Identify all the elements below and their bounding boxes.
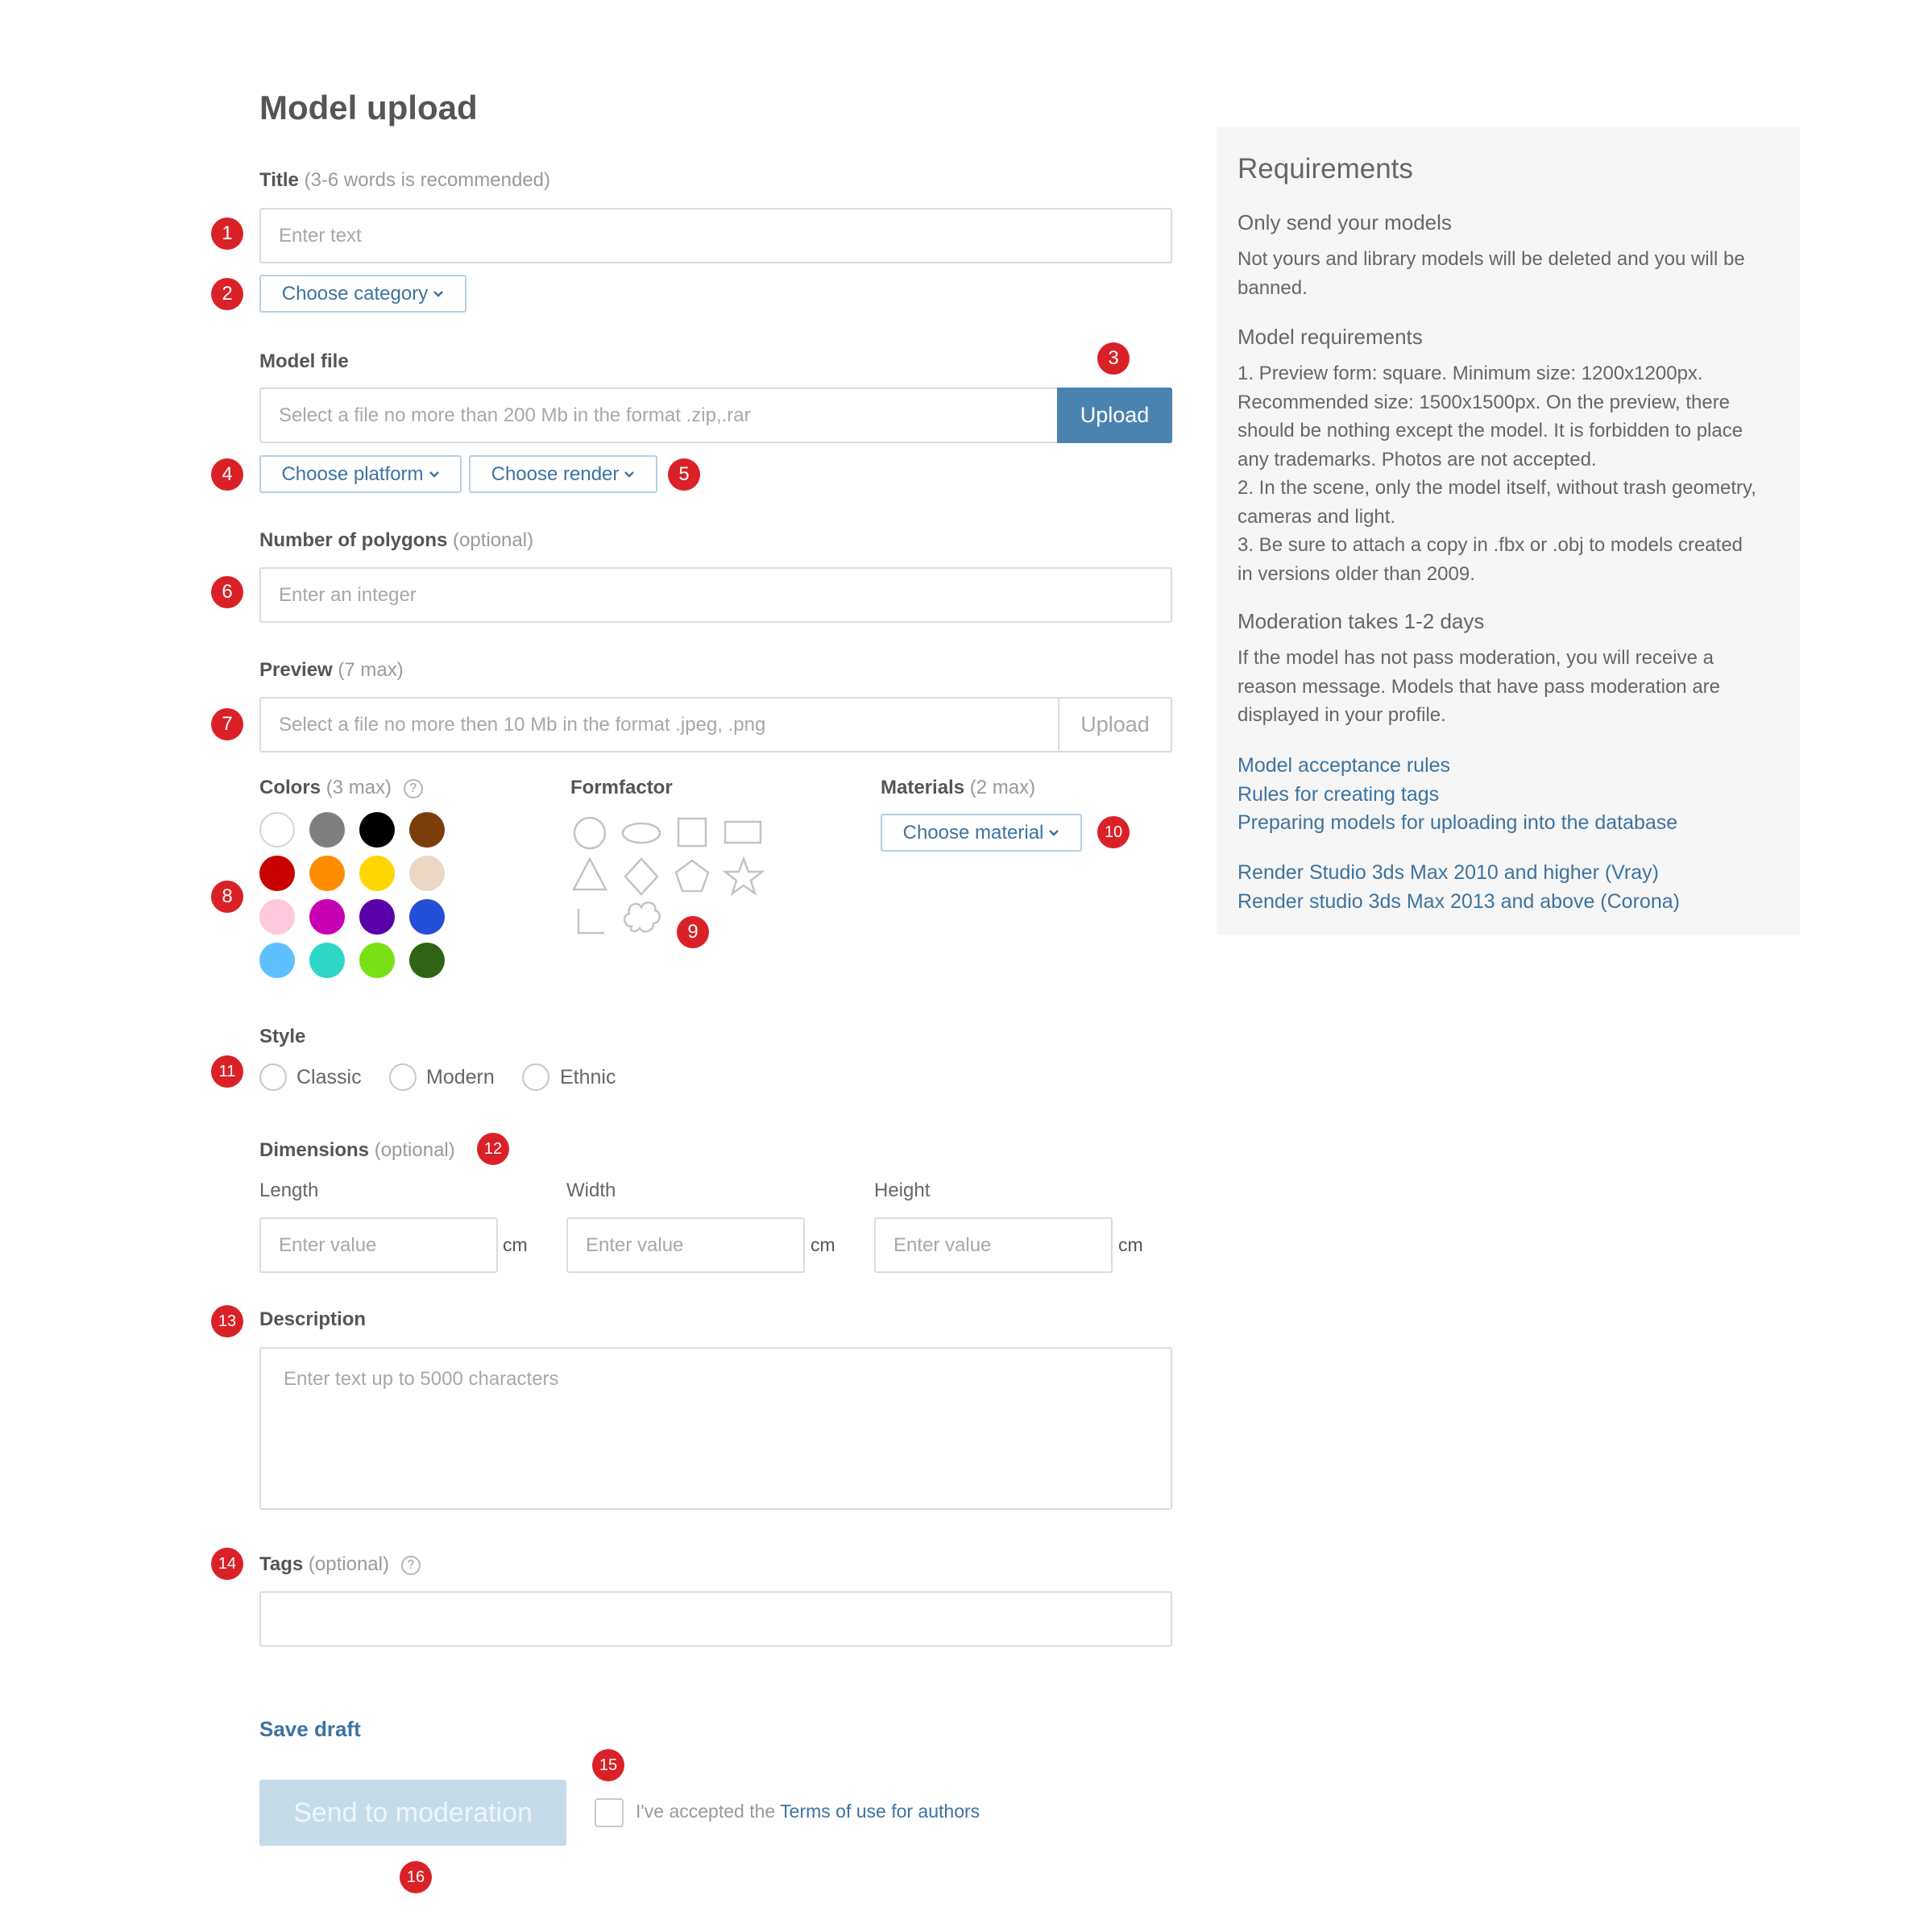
color-swatch[interactable] bbox=[359, 899, 395, 935]
chevron-down-icon bbox=[624, 471, 635, 479]
req-line: Not yours and library models will be deleted and you will be bbox=[1238, 248, 1745, 270]
model-file-label: Model file bbox=[259, 350, 349, 372]
category-dropdown-label: Choose category bbox=[281, 282, 429, 305]
tags-input[interactable] bbox=[259, 1591, 1172, 1647]
width-input[interactable] bbox=[566, 1217, 805, 1273]
req-line: 3. Be sure to attach a copy in .fbx or .obj to models created bbox=[1238, 534, 1743, 556]
annotation-badge-12: 12 bbox=[477, 1133, 509, 1165]
tags-label-text: Tags bbox=[259, 1553, 304, 1575]
preview-upload-button[interactable]: Upload bbox=[1058, 697, 1172, 752]
style-label: Style bbox=[259, 1026, 306, 1047]
width-unit: cm bbox=[811, 1234, 835, 1255]
render-dropdown-label: Choose render bbox=[491, 462, 620, 485]
triangle-icon[interactable] bbox=[574, 859, 606, 889]
description-placeholder: Enter text up to 5000 characters bbox=[284, 1368, 559, 1390]
color-swatch[interactable] bbox=[409, 899, 445, 935]
pentagon-icon[interactable] bbox=[676, 860, 708, 891]
terms-link[interactable]: Terms of use for authors bbox=[780, 1801, 981, 1822]
annotation-badge-11: 11 bbox=[211, 1055, 243, 1088]
polygons-label bbox=[259, 529, 533, 552]
annotation-badge-8: 8 bbox=[211, 881, 243, 913]
req-line: banned. bbox=[1238, 276, 1308, 299]
chevron-down-icon bbox=[1048, 829, 1059, 837]
dimensions-label bbox=[259, 1139, 455, 1162]
req-line: If the model has not pass moderation, you will receive a bbox=[1238, 647, 1714, 669]
annotation-badge-14: 14 bbox=[211, 1548, 243, 1580]
materials-hint: (2 max) bbox=[969, 777, 1036, 798]
requirements-section2-text bbox=[1238, 359, 1756, 588]
color-swatch[interactable] bbox=[259, 812, 295, 848]
description-label: Description bbox=[259, 1308, 367, 1330]
formfactor-label: Formfactor bbox=[570, 777, 673, 798]
annotation-badge-4: 4 bbox=[211, 458, 243, 491]
platform-dropdown-label: Choose platform bbox=[281, 462, 424, 485]
style-radio-ethnic[interactable] bbox=[522, 1063, 549, 1091]
link-model-acceptance-rules[interactable]: Model acceptance rules bbox=[1238, 754, 1451, 777]
preview-hint: (7 max) bbox=[338, 659, 404, 681]
height-unit: cm bbox=[1118, 1234, 1143, 1255]
style-radio-classic[interactable] bbox=[259, 1063, 287, 1091]
annotation-badge-7: 7 bbox=[211, 708, 243, 740]
dimensions-label-text: Dimensions bbox=[259, 1139, 370, 1161]
color-swatch[interactable] bbox=[309, 856, 345, 891]
polygons-label-text: Number of polygons bbox=[259, 529, 448, 551]
requirements-links bbox=[1238, 752, 1677, 838]
annotation-badge-2: 2 bbox=[211, 278, 243, 310]
annotation-badge-5: 5 bbox=[668, 458, 700, 491]
circle-icon[interactable] bbox=[574, 818, 605, 848]
title-label-text: Title bbox=[259, 169, 299, 191]
model-file-input[interactable] bbox=[259, 388, 1059, 443]
render-dropdown[interactable] bbox=[469, 455, 657, 493]
terms-prefix: I've accepted the bbox=[636, 1801, 781, 1822]
length-unit: cm bbox=[503, 1234, 528, 1255]
tags-label bbox=[259, 1553, 421, 1576]
formfactor-shapes bbox=[570, 814, 772, 951]
page-title: Model upload bbox=[259, 89, 478, 126]
square-icon[interactable] bbox=[678, 819, 706, 846]
requirements-panel bbox=[1217, 127, 1800, 935]
style-radio-modern[interactable] bbox=[389, 1063, 417, 1091]
requirements-title: Requirements bbox=[1238, 153, 1413, 184]
question-icon[interactable]: ? bbox=[401, 1556, 421, 1575]
color-swatch[interactable] bbox=[359, 943, 395, 978]
polygons-hint: (optional) bbox=[453, 529, 534, 551]
annotation-badge-3: 3 bbox=[1097, 342, 1130, 375]
model-file-upload-button[interactable]: Upload bbox=[1057, 388, 1172, 443]
terms-checkbox[interactable] bbox=[595, 1798, 624, 1827]
link-preparing-models[interactable]: Preparing models for uploading into the database bbox=[1238, 811, 1678, 834]
height-label: Height bbox=[874, 1180, 931, 1201]
category-dropdown[interactable] bbox=[259, 275, 466, 313]
req-line: 2. In the scene, only the model itself, without trash geometry, bbox=[1238, 477, 1756, 499]
star-icon[interactable] bbox=[725, 859, 762, 893]
color-swatch[interactable] bbox=[309, 899, 345, 935]
description-textarea[interactable] bbox=[259, 1347, 1172, 1510]
req-line: should be nothing except the model. It is forbidden to place bbox=[1238, 420, 1743, 442]
length-label: Length bbox=[259, 1180, 319, 1201]
style-option-modern: Modern bbox=[426, 1066, 495, 1088]
link-render-studio-corona[interactable]: Render studio 3ds Max 2013 and above (Corona) bbox=[1238, 889, 1680, 913]
requirements-section1-text bbox=[1238, 245, 1745, 302]
material-dropdown-label: Choose material bbox=[902, 821, 1044, 844]
requirements-section3-text bbox=[1238, 644, 1720, 730]
chevron-down-icon bbox=[433, 290, 444, 298]
title-hint: (3-6 words is recommended) bbox=[304, 169, 551, 191]
color-swatch[interactable] bbox=[309, 812, 345, 848]
color-swatch[interactable] bbox=[259, 899, 295, 935]
color-swatch[interactable] bbox=[409, 856, 445, 891]
material-dropdown[interactable] bbox=[881, 814, 1082, 852]
req-line: in versions older than 2009. bbox=[1238, 562, 1475, 585]
length-input[interactable] bbox=[259, 1217, 498, 1273]
style-option-ethnic: Ethnic bbox=[560, 1066, 616, 1088]
question-icon[interactable]: ? bbox=[404, 779, 423, 798]
length-placeholder: Enter value bbox=[279, 1233, 377, 1256]
width-label: Width bbox=[566, 1180, 616, 1201]
annotation-badge-16: 16 bbox=[400, 1861, 432, 1893]
req-line: reason message. Models that have pass moderation are bbox=[1238, 675, 1721, 698]
materials-label-text: Materials bbox=[881, 777, 965, 798]
requirements-section3-title: Moderation takes 1-2 days bbox=[1238, 609, 1485, 633]
requirements-section2-title: Model requirements bbox=[1238, 325, 1423, 349]
colors-hint: (3 max) bbox=[325, 777, 392, 798]
model-file-placeholder: Select a file no more than 200 Mb in the format .zip,.rar bbox=[279, 404, 751, 426]
title-placeholder: Enter text bbox=[279, 224, 362, 247]
annotation-badge-10: 10 bbox=[1097, 816, 1130, 848]
polygons-placeholder: Enter an integer bbox=[279, 583, 417, 606]
link-render-studio-vray[interactable]: Render Studio 3ds Max 2010 and higher (Vray) bbox=[1238, 861, 1659, 884]
annotation-badge-1: 1 bbox=[211, 218, 243, 250]
color-swatch[interactable] bbox=[259, 856, 295, 891]
color-swatch[interactable] bbox=[409, 812, 445, 848]
color-swatch[interactable] bbox=[259, 943, 295, 978]
platform-dropdown[interactable] bbox=[259, 455, 462, 493]
req-line: cameras and light. bbox=[1238, 505, 1396, 528]
req-line: any trademarks. Photos are not accepted. bbox=[1238, 448, 1597, 471]
req-line: Recommended size: 1500x1500px. On the preview, there bbox=[1238, 391, 1731, 413]
annotation-badge-15: 15 bbox=[592, 1749, 624, 1781]
materials-label bbox=[881, 777, 1035, 799]
req-line: 1. Preview form: square. Minimum size: 1200x1200px. bbox=[1238, 363, 1703, 384]
dimensions-hint: (optional) bbox=[374, 1139, 455, 1161]
title-input[interactable] bbox=[259, 208, 1172, 263]
polygons-input[interactable] bbox=[259, 567, 1172, 623]
width-placeholder: Enter value bbox=[586, 1233, 684, 1256]
preview-input[interactable] bbox=[259, 697, 1060, 752]
height-input[interactable] bbox=[874, 1217, 1113, 1273]
send-to-moderation-button[interactable]: Send to moderation bbox=[259, 1780, 566, 1846]
tags-hint: (optional) bbox=[308, 1553, 389, 1575]
diamond-icon[interactable] bbox=[625, 859, 657, 894]
link-rules-creating-tags[interactable]: Rules for creating tags bbox=[1238, 782, 1440, 806]
color-swatch[interactable] bbox=[359, 856, 395, 891]
l-shape-icon[interactable] bbox=[578, 909, 604, 933]
title-label bbox=[259, 169, 550, 192]
preview-placeholder: Select a file no more then 10 Mb in the format .jpeg, .png bbox=[279, 713, 766, 736]
annotation-badge-13: 13 bbox=[211, 1305, 243, 1337]
requirements-render-links bbox=[1238, 859, 1680, 916]
color-swatch[interactable] bbox=[409, 943, 445, 978]
colors-label bbox=[259, 777, 423, 799]
annotation-badge-6: 6 bbox=[211, 576, 243, 608]
requirements-section1-title: Only send your models bbox=[1238, 210, 1452, 234]
ellipse-icon[interactable] bbox=[623, 823, 660, 843]
color-swatch[interactable] bbox=[309, 943, 345, 978]
colors-label-text: Colors bbox=[259, 777, 321, 798]
style-option-classic: Classic bbox=[296, 1066, 362, 1088]
rectangle-icon[interactable] bbox=[725, 822, 761, 843]
save-draft-link[interactable]: Save draft bbox=[259, 1717, 361, 1741]
req-line: displayed in your profile. bbox=[1238, 704, 1446, 726]
chevron-down-icon bbox=[429, 471, 440, 479]
color-swatch[interactable] bbox=[359, 812, 395, 848]
cloud-shape-icon[interactable] bbox=[624, 902, 660, 931]
height-placeholder: Enter value bbox=[893, 1233, 992, 1256]
preview-label-text: Preview bbox=[259, 659, 333, 681]
terms-text bbox=[636, 1801, 980, 1822]
annotation-badge-9: 9 bbox=[677, 916, 709, 948]
preview-label bbox=[259, 659, 404, 682]
